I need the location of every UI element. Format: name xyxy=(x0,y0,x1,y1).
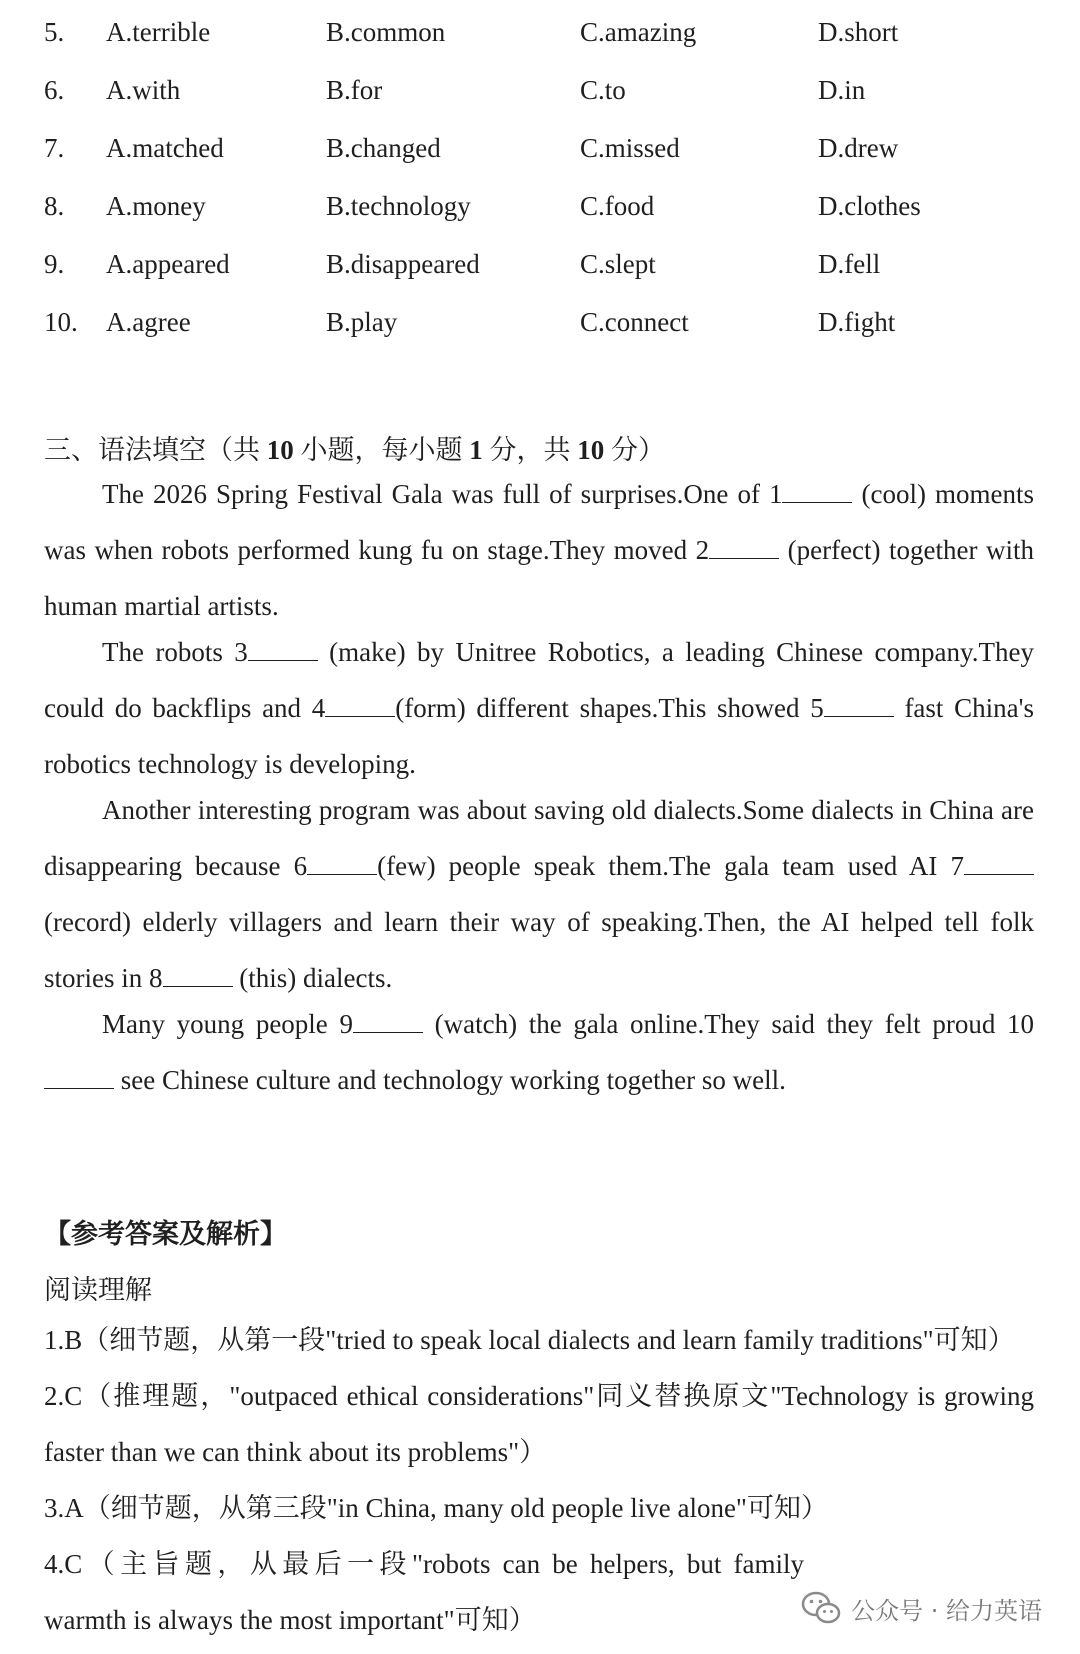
watermark xyxy=(801,1586,1042,1630)
option-c: C.missed xyxy=(580,133,680,163)
passage-text: (few) people speak them.The gala team used AI 7 xyxy=(377,851,964,881)
option-d: D.fight xyxy=(818,307,896,337)
passage-text: (make) by Unitree Robotics, a leading Chinese company.They could do backflips and 4 xyxy=(44,637,1034,723)
passage-text: fast China's robotics technology is developing. xyxy=(44,693,1034,779)
option-a: A.agree xyxy=(106,307,191,337)
option-row-6 xyxy=(0,70,1080,110)
option-c: C.amazing xyxy=(580,17,697,47)
fill-blank-5 xyxy=(824,694,894,717)
option-b: B.play xyxy=(326,307,398,337)
passage-text: see Chinese culture and technology working together so well. xyxy=(114,1065,786,1095)
question-number: 8. xyxy=(44,191,65,221)
passage-text: (watch) the gala online.They said they felt proud 10 xyxy=(422,1009,1034,1039)
option-a: A.money xyxy=(106,191,206,221)
reading-subhead: 阅读理解 xyxy=(44,1275,152,1305)
option-b: B.disappeared xyxy=(326,249,480,279)
fill-blank-3 xyxy=(248,638,318,661)
passage-paragraph-1 xyxy=(44,466,1034,634)
passage-text: The robots 3 xyxy=(102,637,248,667)
fill-blank-4 xyxy=(325,694,395,717)
passage-paragraph-4 xyxy=(44,996,1034,1108)
option-c: C.connect xyxy=(580,307,689,337)
answer-item-3: 3.A（细节题，从第三段"in China, many old people live alone"可知） xyxy=(44,1493,828,1523)
fill-blank-10 xyxy=(44,1066,114,1089)
passage-text: (record) elderly villagers and learn their way of speaking.Then, the AI helped tell folk stories in 8 xyxy=(44,907,1034,993)
wechat-icon xyxy=(801,1591,841,1625)
option-b: B.technology xyxy=(326,191,471,221)
passage-text: (this) dialects. xyxy=(232,963,393,993)
passage-text: (perfect) together with human martial artists. xyxy=(44,535,1034,621)
option-d: D.clothes xyxy=(818,191,921,221)
fill-blank-9 xyxy=(353,1010,423,1033)
question-number: 10. xyxy=(44,307,78,337)
section-suffix: 分） xyxy=(604,435,665,465)
question-number: 5. xyxy=(44,17,65,47)
points-each: 1 xyxy=(469,435,483,465)
option-b: B.for xyxy=(326,75,383,105)
fill-blank-7 xyxy=(964,852,1034,875)
section-mid-1: 小题，每小题 xyxy=(293,435,470,465)
question-number: 7. xyxy=(44,133,65,163)
option-c: C.to xyxy=(580,75,626,105)
option-row-8 xyxy=(0,186,1080,226)
section-heading xyxy=(44,430,665,470)
passage-paragraph-2 xyxy=(44,624,1034,792)
passage-text: Another interesting program was about saving old dialects.Some dialects in China are disappearing because 6 xyxy=(44,795,1034,881)
fill-blank-8 xyxy=(163,964,233,987)
question-count: 10 xyxy=(266,435,294,465)
option-a: A.with xyxy=(106,75,181,105)
option-c: C.slept xyxy=(580,249,656,279)
option-a: A.terrible xyxy=(106,17,211,47)
option-d: D.drew xyxy=(818,133,899,163)
answer-item-2: 2.C（推理题，"outpaced ethical considerations"同义替换原文"Technology is growing faster than we can think about its problems"） xyxy=(44,1381,1034,1467)
passage-paragraph-3 xyxy=(44,782,1034,1006)
section-mid-2: 分，共 xyxy=(482,435,578,465)
option-row-7 xyxy=(0,128,1080,168)
section-prefix: 三、语法填空（共 xyxy=(44,435,267,465)
option-b: B.common xyxy=(326,17,446,47)
option-d: D.short xyxy=(818,17,899,47)
option-row-9 xyxy=(0,244,1080,284)
fill-blank-2 xyxy=(709,536,779,559)
option-d: D.in xyxy=(818,75,866,105)
watermark-label: 公众号 · 给力英语 xyxy=(851,1596,1042,1625)
passage-text: (cool) moments was when robots performed kung fu on stage.They moved 2 xyxy=(44,479,1034,565)
fill-blank-1 xyxy=(782,480,852,503)
passage-text: Many young people 9 xyxy=(102,1009,353,1039)
option-a: A.matched xyxy=(106,133,224,163)
passage-text: (form) different shapes.This showed 5 xyxy=(395,693,824,723)
points-total: 10 xyxy=(577,435,605,465)
question-number: 9. xyxy=(44,249,65,279)
option-row-5 xyxy=(0,12,1080,52)
option-row-10 xyxy=(0,302,1080,342)
option-c: C.food xyxy=(580,191,655,221)
passage-text: The 2026 Spring Festival Gala was full of surprises.One of 1 xyxy=(102,479,783,509)
option-a: A.appeared xyxy=(106,249,230,279)
question-number: 6. xyxy=(44,75,65,105)
fill-blank-6 xyxy=(307,852,377,875)
answer-item-1: 1.B（细节题，从第一段"tried to speak local dialects and learn family traditions"可知） xyxy=(44,1325,1015,1355)
option-b: B.changed xyxy=(326,133,441,163)
answers-title: 【参考答案及解析】 xyxy=(44,1219,287,1249)
answer-item-4: 4.C（主旨题，从最后一段"robots can be helpers, but family warmth is always the most important"可知） xyxy=(44,1549,804,1635)
option-d: D.fell xyxy=(818,249,881,279)
